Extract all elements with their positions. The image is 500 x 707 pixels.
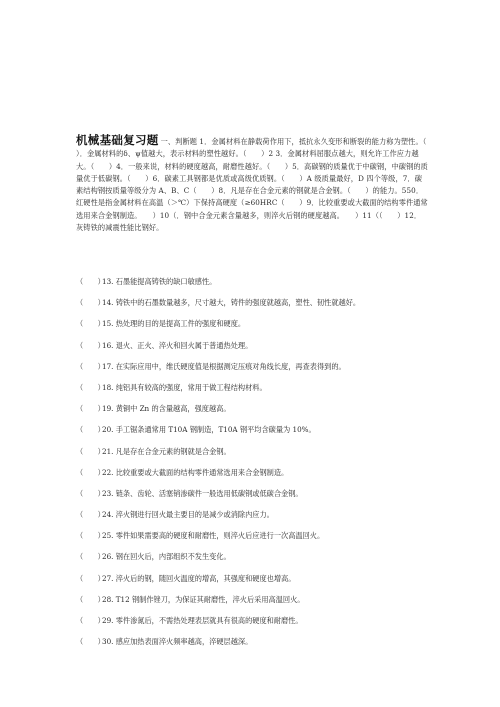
question-text: 25. 零件如果需要高的硬度和耐磨性，则淬火后应进行一次高温回火。	[102, 531, 325, 541]
intro-text: 一、判断题 1．金属材料在静载荷作用下，抵抗永久变形和断裂的能力称为塑性。（ ）．金属材料的δ、ψ值越大，表示材料的塑性越好。（ ）2 3．金属材料屈服点越大，则允许工作应力越大。（ ）4．一般来说，材料的硬度越高，耐磨性越好。（ ）5．高碳钢的质量优于中碳钢，中碳钢的质量优于低碳钢。（ ）6．碳素工具钢都是优质或高级优质钢。（ ）A 级质量最好，D 四个等级，7．碳素结构钢按质量等级分为 A、B、C（ ）8．凡是存在合金元素的钢就是合金钢。（ ）的能力。550．红硬性是指金属材料在高温（＞℃）下保持高硬度（≥60HRC（ ）9．比较重要或大截面的结构零件通常选用来合金钢制造。 ）10（．钢中合金元素含量越多，则淬火后钢的硬度越高。 ）11（（ ）12．灰铸铁的减震性能比钢好。	[76, 137, 441, 233]
question-text: 16. 退火、正火、淬火和回火属于普通热处理。	[102, 340, 253, 350]
question-text: 21. 凡是存在合金元素的钢就是合金钢。	[102, 446, 231, 456]
answer-blank: （ ）	[76, 616, 105, 625]
answer-blank: （ ）	[76, 446, 105, 456]
question-item	[76, 509, 428, 530]
question-item	[76, 615, 428, 636]
answer-blank: （ ）	[76, 467, 105, 477]
question-text: 22. 比较重要或大截面的结构零件通常选用来合金钢制造。	[102, 467, 289, 477]
question-text: 24. 淬火钢进行回火最主要目的是减少或消除内应力。	[102, 510, 274, 520]
question-item	[76, 636, 428, 657]
question-list	[76, 276, 428, 657]
question-item	[76, 340, 428, 361]
answer-blank: （ ）	[76, 573, 105, 583]
question-item	[76, 382, 428, 403]
question-item	[76, 403, 428, 424]
question-item	[76, 488, 428, 509]
question-item	[76, 424, 428, 445]
answer-blank: （ ）	[76, 531, 105, 541]
question-text: 26. 钢在回火后，内部组织不发生变化。	[102, 552, 231, 562]
question-text: 17. 在实际应用中，维氏硬度值是根据测定压痕对角线长度，再查表得到的。	[102, 361, 346, 371]
answer-blank: （ ）	[76, 361, 105, 371]
answer-blank: （ ）	[76, 510, 105, 520]
question-text: 19. 黄铜中 Zn 的含量越高，强度越高。	[102, 404, 231, 414]
answer-blank: （ ）	[76, 319, 105, 329]
answer-blank: （ ）	[76, 637, 105, 647]
question-text: 15. 热处理的目的是提高工件的强度和硬度。	[102, 319, 246, 329]
answer-blank: （ ）	[76, 594, 105, 604]
question-item	[76, 297, 428, 318]
question-item	[76, 361, 428, 382]
answer-blank: （ ）	[76, 552, 105, 562]
question-text: 20. 手工锯条通常用 T10A 钢制造，T10A 钢平均含碳量为 10%。	[102, 425, 316, 435]
question-item	[76, 446, 428, 467]
answer-blank: （ ）	[76, 404, 105, 414]
intro-paragraph	[76, 133, 441, 234]
answer-blank: （ ）	[76, 425, 105, 435]
answer-blank: （ ）	[76, 340, 105, 350]
question-item	[76, 276, 428, 297]
question-text: 13. 石墨能提高铸铁的缺口敏感性。	[102, 277, 217, 286]
question-text: 27. 淬火后的钢，随回火温度的增高，其强度和硬度也增高。	[102, 573, 296, 583]
question-text: 30. 感应加热表面淬火频率越高，淬硬层越深。	[102, 637, 253, 647]
question-item	[76, 530, 428, 551]
question-item	[76, 318, 428, 339]
question-text: 28. T12 钢制作锉刀，为保证其耐磨性，淬火后采用高温回火。	[102, 594, 305, 604]
answer-blank: （ ）	[76, 488, 105, 498]
question-item	[76, 551, 428, 572]
question-text: 14. 铸铁中的石墨数量越多，尺寸越大，铸件的强度就越高，塑性、韧性就越好。	[102, 298, 361, 308]
document-title: 机械基础复习题	[76, 133, 159, 147]
answer-blank: （ ）	[76, 277, 105, 286]
question-text: 29. 零件渗氮后，不需热处理表层就具有很高的硬度和耐磨性。	[102, 616, 303, 625]
question-item	[76, 594, 428, 615]
question-text: 23. 链条、齿轮、活塞销渗碳件一般选用低碳钢或低碳合金钢。	[102, 488, 303, 498]
question-text: 18. 纯铝具有较高的强度，常用于做工程结构材料。	[102, 382, 267, 392]
question-item	[76, 467, 428, 488]
answer-blank: （ ）	[76, 298, 105, 308]
answer-blank: （ ）	[76, 382, 105, 392]
question-item	[76, 573, 428, 594]
